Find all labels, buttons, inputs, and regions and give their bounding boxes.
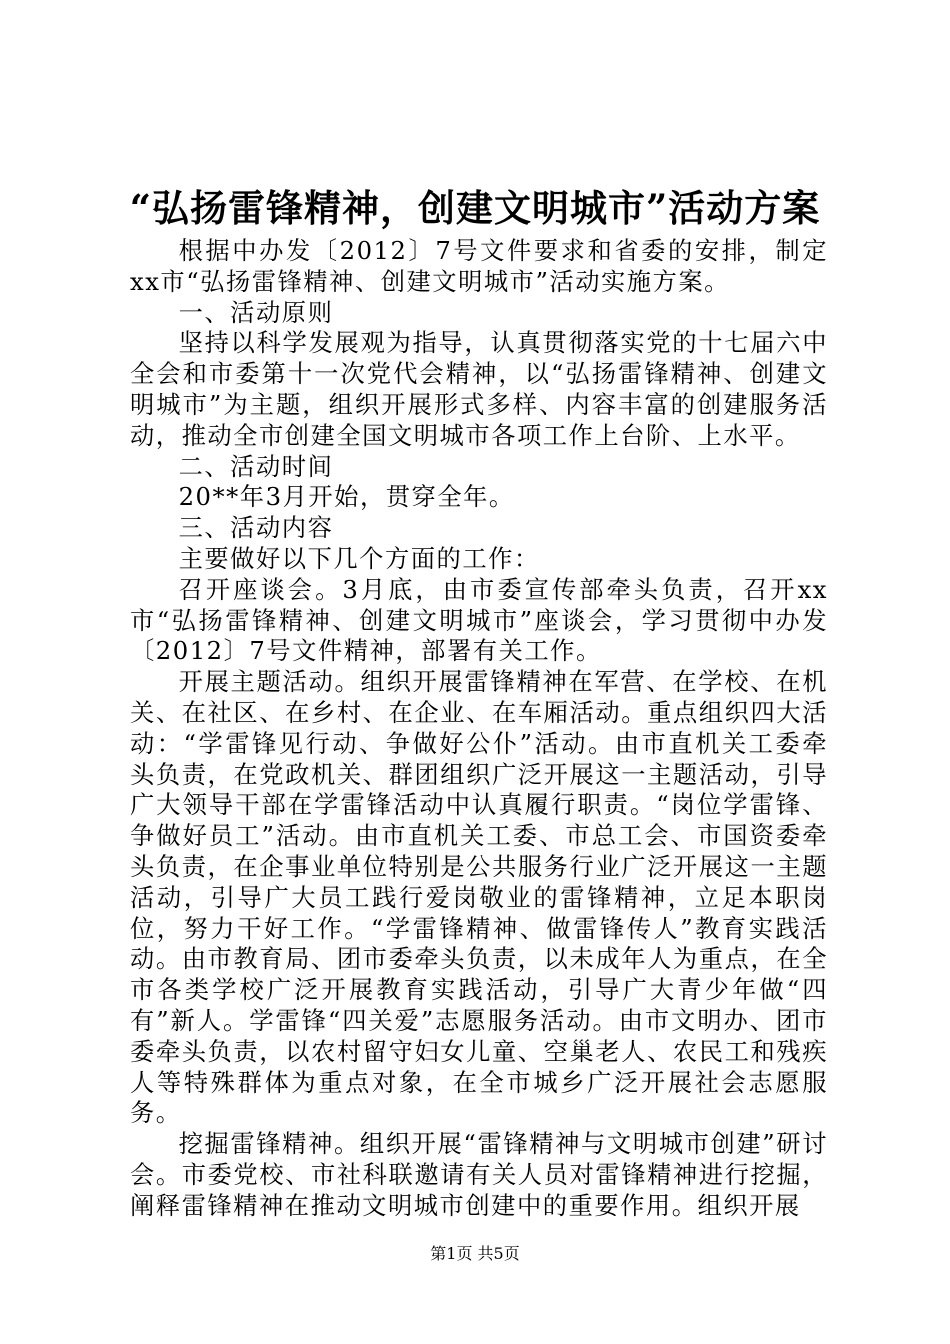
document-body [130, 236, 828, 1222]
heading-principles: 一、活动原则 [178, 297, 334, 327]
paragraph-intro: 根据中办发〔2012〕7号文件要求和省委的安排，制定xx市“弘扬雷锋精神、创建文明城市”活动实施方案。 [130, 236, 828, 296]
heading-time: 二、活动时间 [178, 451, 334, 481]
page-number-footer: 第1页 共5页 [430, 1244, 520, 1263]
paragraph-principles: 坚持以科学发展观为指导，认真贯彻落实党的十七届六中全会和市委第十一次党代会精神，以“弘扬雷锋精神、创建文明城市”为主题，组织开展形式多样、内容丰富的创建服务活动，推动全市创建全国文明城市各项工作上台阶、上水平。 [130, 328, 828, 450]
heading-content: 三、活动内容 [178, 513, 334, 543]
document-title: “弘扬雷锋精神，创建文明城市”活动方案 [129, 186, 821, 230]
paragraph-theme-activities: 开展主题活动。组织开展雷锋精神在军营、在学校、在机关、在社区、在乡村、在企业、在车厢活动。重点组织四大活动：“学雷锋见行动、争做好公仆”活动。由市直机关工委牵头负责，在党政机关、群团组织广泛开展这一主题活动，引导广大领导干部在学雷锋活动中认真履行职责。“岗位学雷锋、争做好员工”活动。由市直机关工委、市总工会、市国资委牵头负责，在企事业单位特别是公共服务行业广泛开展这一主题活动，引导广大员工践行爱岗敬业的雷锋精神，立足本职岗位，努力干好工作。“学雷锋精神、做雷锋传人”教育实践活动。由市教育局、团市委牵头负责，以未成年人为重点，在全市各类学校广泛开展教育实践活动，引导广大青少年做“四有”新人。学雷锋“四关爱”志愿服务活动。由市文明办、团市委牵头负责，以农村留守妇女儿童、空巢老人、农民工和残疾人等特殊群体为重点对象，在全市城乡广泛开展社会志愿服务。 [130, 667, 828, 1128]
paragraph-symposium: 召开座谈会。3月底，由市委宣传部牵头负责，召开xx市“弘扬雷锋精神、创建文明城市”座谈会，学习贯彻中办发〔2012〕7号文件精神，部署有关工作。 [130, 574, 828, 666]
paragraph-time: 20**年3月开始，贯穿全年。 [178, 482, 515, 512]
paragraph-explore-spirit: 挖掘雷锋精神。组织开展“雷锋精神与文明城市创建”研讨会。市委党校、市社科联邀请有关人员对雷锋精神进行挖掘，阐释雷锋精神在推动文明城市创建中的重要作用。组织开展 [130, 1129, 828, 1220]
paragraph-content-intro: 主要做好以下几个方面的工作： [178, 543, 540, 573]
